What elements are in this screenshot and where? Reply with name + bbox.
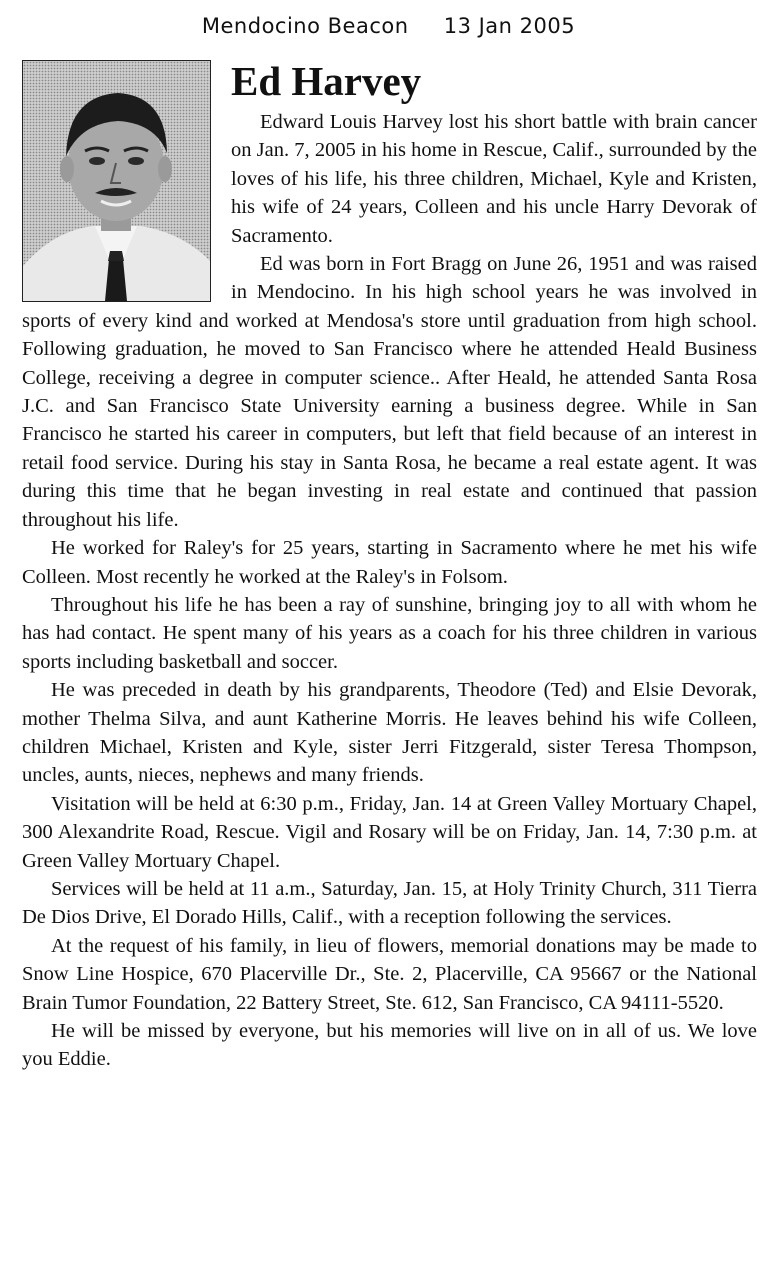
deceased-name: Ed Harvey bbox=[231, 58, 422, 104]
paragraph-1: Edward Louis Harvey lost his short battle with brain cancer on Jan. 7, 2005 in his home in Rescue, Calif., surrounded by the loves of his life, his three children, Michael, Kyle and Kristen, his wife of 24 years, Colleen and his uncle Harry Devorak of Sacramento. bbox=[231, 111, 757, 247]
paragraph-4: Throughout his life he has been a ray of sunshine, bringing joy to all with whom he has had contact. He spent many of his years as a coach for his three children in various sports including basketball and soccer. bbox=[22, 593, 757, 673]
newspaper-name: Mendocino Beacon bbox=[201, 14, 409, 38]
obituary-article bbox=[22, 58, 757, 1074]
paragraph-9: He will be missed by everyone, but his memories will live on in all of us. We love you Eddie. bbox=[22, 1020, 757, 1071]
paragraph-8: At the request of his family, in lieu of flowers, memorial donations may be made to Snow Line Hospice, 670 Placerville Dr., Ste. 2, Placerville, CA 95667 or the National Brain Tumor Foundation, 22 Battery Street, Ste. 612, San Francisco, CA 94111-5520. bbox=[22, 934, 757, 1014]
portrait-photo-icon bbox=[23, 61, 210, 301]
paragraph-7: Services will be held at 11 a.m., Saturday, Jan. 15, at Holy Trinity Church, 311 Tierra De Dios Drive, El Dorado Hills, Calif., with a reception following the services. bbox=[22, 877, 757, 929]
paragraph-2: Ed was born in Fort Bragg on June 26, 1951 and was raised in Mendocino. In his high school years he was involved in sports of every kind and worked at Mendosa's store until graduation from high school. Following graduation, he moved to San Francisco where he attended Heald Business College, receiving a degree in computer science.. After Heald, he attended Santa Rosa J.C. and San Francisco State University earning a business degree. While in San Francisco he started his career in computers, but left that field because of an interest in retail food service. During his stay in Santa Rosa, he became a real estate agent. It was during this time that he began investing in real estate and continued that passion throughout his life. bbox=[22, 253, 757, 531]
newspaper-header bbox=[0, 14, 777, 38]
paragraph-3: He worked for Raley's for 25 years, starting in Sacramento where he met his wife Colleen. Most recently he worked at the Raley's in Folsom. bbox=[22, 537, 757, 588]
paragraph-5: He was preceded in death by his grandparents, Theodore (Ted) and Elsie Devorak, mother Thelma Silva, and aunt Katherine Morris. He leaves behind his wife Colleen, children Michael, Kristen and Kyle, sister Jerri Fitzgerald, sister Teresa Thompson, uncles, aunts, nieces, nephews and many friends. bbox=[22, 679, 757, 787]
publication-date: 13 Jan 2005 bbox=[443, 14, 576, 38]
portrait-photo bbox=[22, 60, 211, 302]
paragraph-6: Visitation will be held at 6:30 p.m., Friday, Jan. 14 at Green Valley Mortuary Chapel, 300 Alexandrite Road, Rescue. Vigil and Rosary will be on Friday, Jan. 14, 7:30 p.m. at Green Valley Mortuary Chapel. bbox=[22, 792, 757, 872]
